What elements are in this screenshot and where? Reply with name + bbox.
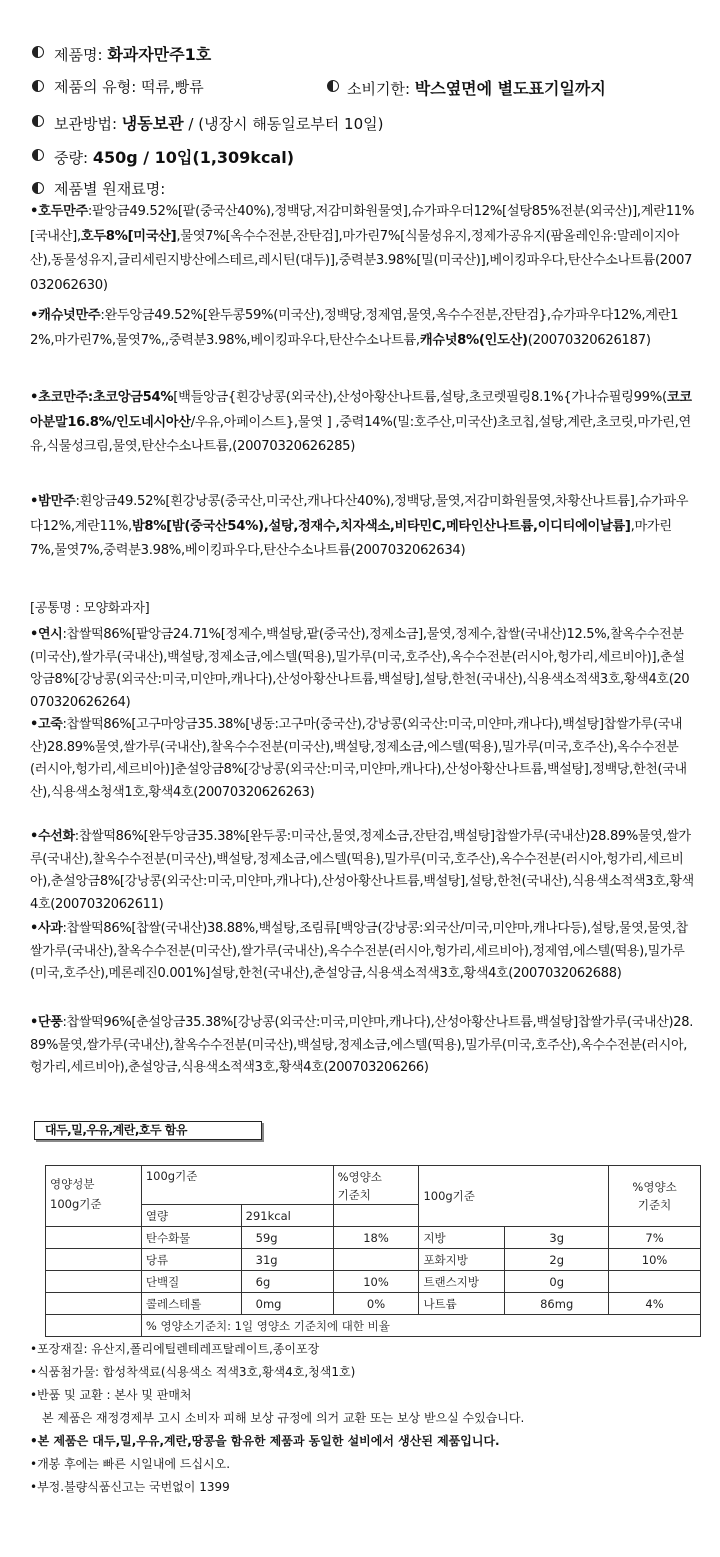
ingredient-name: •고죽 bbox=[30, 717, 63, 732]
nutrient-pct: 10% bbox=[609, 1249, 701, 1271]
nutrient-name: 트랜스지방 bbox=[419, 1271, 505, 1293]
empty-cell bbox=[46, 1227, 142, 1249]
nutrition-row bbox=[46, 1293, 701, 1315]
nutrient-value: 6g bbox=[241, 1271, 333, 1293]
ingredient-text: ,물엿7%[옥수수전분,잔탄검],마가린7%[식물성유지,정제가공유지(팜올레인유:말레이지아산),동물성유지,글리세린지방산에스테르,레시틴(대두)],중력분3.98%[밀(미국산)],베이킹파우다,탄산수소나트륨(2007032062630) bbox=[30, 228, 693, 293]
nutrient-pct: 10% bbox=[333, 1271, 419, 1293]
nutrition-row bbox=[46, 1249, 701, 1271]
nutrient-value: 3g bbox=[505, 1227, 609, 1249]
ingredient-text: :흰앙금49.52%[흰강낭콩(중국산,미국산,캐나다산40%),정백당,물엿,저감미화원물엿,차황산나트륨],슈가파우다12%,계란11%, bbox=[30, 494, 689, 534]
facility-note: •본 제품은 대두,밀,우유,계란,땅콩을 함유한 제품과 동일한 설비에서 생산된 제품입니다. bbox=[30, 1434, 500, 1448]
nutrient-pct: 0% bbox=[333, 1293, 419, 1315]
nutrient-name: 포화지방 bbox=[419, 1249, 505, 1271]
kcal-value: 291kcal bbox=[241, 1205, 333, 1227]
ingredient-highlight: 캐슈넛8%(인도산) bbox=[419, 332, 528, 348]
ingredient-text: /우유,아페이스트},물엿 ] ,중력14%(밀:호주산,미국산)초코칩,설탕,계란,초코릿,마가린,연유,식물성크림,물엿,탄산수소나트륨,(20070320626285) bbox=[30, 414, 691, 454]
ingredient-danpung bbox=[30, 1012, 695, 1080]
expiry-row bbox=[347, 76, 606, 99]
storage-row bbox=[54, 111, 383, 134]
half-circle-icon bbox=[327, 80, 339, 92]
side-label: 100g기준 bbox=[50, 1197, 102, 1211]
nutrient-value: 31g bbox=[241, 1249, 333, 1271]
nutrient-pct: 4% bbox=[609, 1293, 701, 1315]
ingredient-highlight: 코코아분말16.8%/인도네시아산 bbox=[30, 390, 692, 430]
nutrition-table bbox=[45, 1165, 701, 1337]
nutrient-name: 단백질 bbox=[141, 1271, 241, 1293]
ingredient-choco bbox=[30, 386, 695, 460]
ingredient-name: •수선화 bbox=[30, 829, 75, 844]
ingredient-chestnut bbox=[30, 490, 695, 564]
ingredient-sagwa bbox=[30, 918, 695, 986]
ingredient-text: :찹쌀떡96%[춘설앙금35.38%[강낭콩(외국산:미국,미얀마,캐나다),산성아황산나트륨,백설탕]찹쌀가루(국내산)28.89%물엿,쌀가루(국내산),찰옥수수전분(미국산),백설탕,정제소금,에스텔(떡용),밀가루(미국,호주산),옥수수전분(러시아,헝가리,세르비아),춘설앙금,식용색소적색3호,황색4호(200703206266) bbox=[30, 1015, 694, 1075]
ingredient-name: •밤만주 bbox=[30, 494, 76, 509]
empty-cell bbox=[333, 1205, 419, 1227]
ingredient-name: •호두만주 bbox=[30, 204, 88, 219]
report-note: •부정.불량식품신고는 국번없이 1399 bbox=[30, 1480, 230, 1494]
nutrient-name: 탄수화물 bbox=[141, 1227, 241, 1249]
storage-note: / (냉장시 해동일로부터 10일) bbox=[188, 115, 384, 133]
col-pct-2 bbox=[609, 1166, 701, 1227]
empty-cell bbox=[46, 1293, 142, 1315]
expiry-label: 소비기한: bbox=[347, 80, 411, 98]
pct-header: 기준치 bbox=[637, 1198, 672, 1212]
nutrient-pct bbox=[609, 1271, 701, 1293]
empty-cell bbox=[46, 1249, 142, 1271]
nutrient-value: 86mg bbox=[505, 1293, 609, 1315]
ingredient-name: •캐슈넛만주 bbox=[30, 308, 101, 323]
ingredient-text: :팥앙금49.52%[팥(중국산40%),정백당,저감미화원물엿],슈가파우더12%[설탕85%전분(외국산)],계란11%[국내산], bbox=[30, 204, 695, 244]
product-type: 제품의 유형: 떡류,빵류 bbox=[54, 78, 204, 96]
ingredient-goguma bbox=[30, 714, 695, 804]
pct-header: %영양소 bbox=[632, 1180, 677, 1194]
ingredient-highlight: 호두8%[미국산] bbox=[80, 228, 177, 244]
nutrient-name: 나트륨 bbox=[419, 1293, 505, 1315]
nutrition-footnote: % 영양소기준치: 1일 영양소 기준치에 대한 비율 bbox=[141, 1315, 700, 1337]
ingredients-label: 제품별 원재료명: bbox=[54, 180, 166, 198]
pct-header: %영양소 bbox=[337, 1170, 382, 1184]
product-name-value: 화과자만주1호 bbox=[107, 45, 212, 64]
allergen-box: 대두,밀,우유,계란,호두 함유 bbox=[34, 1121, 262, 1140]
ingredient-text: ,마가린7%,물엿7%,중력분3.98%,베이킹파우다,탄산수소나트륨(2007032062634) bbox=[30, 518, 672, 558]
nutrient-value: 59g bbox=[241, 1227, 333, 1249]
half-circle-icon bbox=[32, 80, 44, 92]
nutrient-name: 지방 bbox=[419, 1227, 505, 1249]
weight-value: 450g / 10입(1,309kcal) bbox=[92, 148, 295, 167]
nutrition-side-label bbox=[46, 1166, 142, 1227]
ingredient-highlight: 밤8%[밤(중국산54%),설탕,정재수,치자색소,비타민C,메타인산나트륨,이디티에이날륨] bbox=[131, 518, 631, 534]
ingredient-text: :찹쌀떡86%[고구마앙금35.38%[냉동:고구마(중국산),강낭콩(외국산:미국,미얀마,캐나다),백설탕]찹쌀가루(국내산)28.89%물엿,쌀가루(국내산),찰옥수수전분(미국산),백설탕,정제소금,에스텔(떡용),밀가루(미국,호주산),옥수수전분(러시아,헝가리,세르비아)]춘설앙금8%[강낭콩(외국산:미국,미얀마,캐나다),산성아황산나트륨,백설탕],정백당,한천(국내산),식용색소청색1호,황색4호(20070320626263) bbox=[30, 717, 687, 800]
ingredient-text: (2007032062618​7) bbox=[527, 332, 651, 348]
col-basis-1: 100g기준 bbox=[141, 1166, 333, 1205]
storage-value: 냉동보관 bbox=[121, 114, 184, 133]
ingredient-yeonsi bbox=[30, 624, 695, 714]
ingredient-text: :찹쌀떡86%[완두앙금35.38%[완두콩:미국산,물엿,정제소금,잔탄검,백설탕]찹쌀가루(국내산)28.89%물엿,쌀가루(국내산),찰옥수수전분(미국산),백설탕,정제소금,에스텔(떡용),밀가루(미국,호주산),옥수수전분(러시아,헝가리,세르비아),춘설앙금8%[강낭콩(외국산:미국,미얀마,캐나다),산성아황산나트륨,백설탕],설탕,한천(국내산),식용색소적색3호,황색4호(2007032062611) bbox=[30, 829, 694, 912]
col-basis-2: 100g기준 bbox=[419, 1166, 609, 1227]
ingredient-name: •초코만주:초코앙금54% bbox=[30, 390, 174, 405]
product-name-row bbox=[54, 42, 211, 65]
side-label: 영양성분 bbox=[50, 1177, 95, 1191]
nutrient-pct bbox=[333, 1249, 419, 1271]
nutrient-pct: 7% bbox=[609, 1227, 701, 1249]
ingredient-name: •사과 bbox=[30, 921, 63, 936]
ingredient-hodu bbox=[30, 200, 695, 298]
pct-header: 기준치 bbox=[337, 1188, 371, 1202]
nutrient-value: 0g bbox=[505, 1271, 609, 1293]
empty-cell bbox=[46, 1271, 142, 1293]
nutrient-name: 콜레스테롤 bbox=[141, 1293, 241, 1315]
exchange-note: •반품 및 교환 : 본사 및 판매처 bbox=[30, 1388, 192, 1402]
ingredient-suseonhwa bbox=[30, 826, 695, 916]
product-name-label: 제품명: bbox=[54, 46, 103, 64]
ingredient-text: [백들앙금{흰강낭콩(외국산),산성아황산나트륨,설탕,초코렛필링8.1%{가나슈필링99%( bbox=[173, 390, 667, 405]
col-pct-1 bbox=[333, 1166, 419, 1205]
common-name: [공통명 : 모양화과자] bbox=[30, 601, 150, 616]
ingredient-cashew bbox=[30, 304, 695, 353]
half-circle-icon bbox=[32, 182, 44, 194]
nutrient-value: 0mg bbox=[241, 1293, 333, 1315]
weight-row bbox=[54, 145, 294, 168]
ingredient-text: :완두앙금49.52%[완두콩59%(미국산),정백당,정제염,물엿,옥수수전분,잔탄검},슈가파우다12%,계란12%,마가린7%,물엿7%,,중력분3.98%,베이킹파우다,탄산수소나트륨, bbox=[30, 308, 679, 348]
nutrition-row bbox=[46, 1271, 701, 1293]
additive-note: •식품첨가물: 합성착색료(식용색소 적색3호,황색4호,청색1호) bbox=[30, 1365, 356, 1379]
nutrient-name: 당류 bbox=[141, 1249, 241, 1271]
storage-label: 보관방법: bbox=[54, 115, 118, 133]
half-circle-icon bbox=[32, 46, 44, 58]
weight-label: 중량: bbox=[54, 149, 89, 167]
product-type-row bbox=[54, 76, 204, 97]
consume-note: •개봉 후에는 빠른 시일내에 드십시오. bbox=[30, 1457, 231, 1471]
nutrient-value: 2g bbox=[505, 1249, 609, 1271]
ingredients-heading bbox=[54, 178, 165, 199]
packaging-note: •포장재질: 유산지,폴리에틸렌테레프탈레이트,종이포장 bbox=[30, 1342, 320, 1356]
exchange-detail: 본 제품은 재정경제부 고시 소비자 피해 보상 규정에 의거 교환 또는 보상 받으실 수있습니다. bbox=[42, 1411, 525, 1425]
ingredient-name: •단풍 bbox=[30, 1015, 63, 1030]
empty-cell bbox=[46, 1315, 142, 1337]
ingredient-text: :찹쌀떡86%[팥앙금24.71%[정제수,백설탕,팥(중국산),정제소금],물엿,정제수,찹쌀(국내산)12.5%,찰옥수수전분(미국산),쌀가루(국내산),백설탕,정제소금,에스텔(떡용),밀가루(미국,호주산),옥수수전분(러시아,헝가리,세르비아)],춘설앙금8%[강낭콩(외국산:미국,미얀마,캐나다),산성아황산나트륨,백설탕],설탕,한천(국내산),식용색소적색3호,황색4호(20070320626264) bbox=[30, 627, 690, 710]
nutrition-row bbox=[46, 1227, 701, 1249]
half-circle-icon bbox=[32, 149, 44, 161]
ingredient-name: •연시 bbox=[30, 627, 63, 642]
ingredient-text: :찹쌀떡86%[찹쌀(국내산)38.88%,백설탕,조림류[백앙금(강낭콩:외국산/미국,미얀마,캐나다등),설탕,물엿,물엿,찹쌀가루(국내산),찰옥수수전분(미국산),쌀가루(국내산),옥수수전분(러시아,헝가리,세르비아),정제염,에스텔(떡용),밀가루(미국,호주산),메론레진0.001%]설탕,한천(국내산),춘설앙금,식용색소적색3호,황색4호(2007032062688) bbox=[30, 921, 688, 981]
half-circle-icon bbox=[32, 115, 44, 127]
nutrient-pct: 18% bbox=[333, 1227, 419, 1249]
kcal-label: 열량 bbox=[141, 1205, 241, 1227]
expiry-value: 박스옆면에 별도표기일까지 bbox=[414, 79, 606, 98]
